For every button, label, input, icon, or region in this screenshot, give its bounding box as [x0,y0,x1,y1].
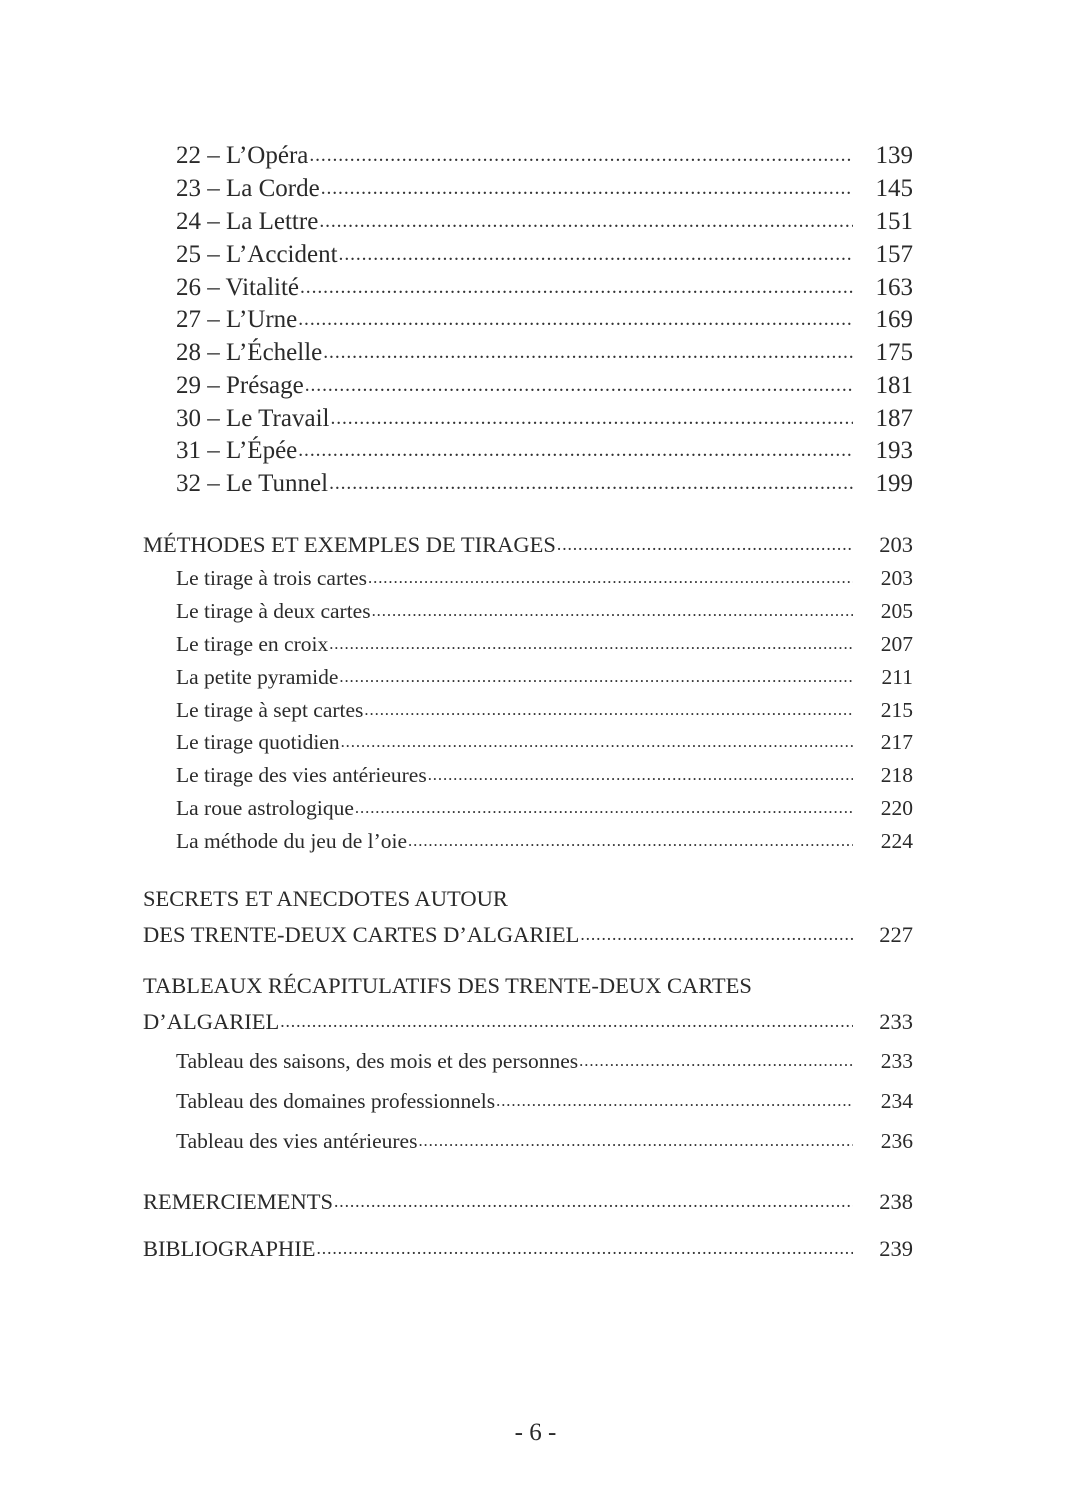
toc-entry [176,662,913,690]
toc-entry [176,466,913,498]
dot-leader [340,727,853,749]
section-title: REMERCIEMENTS [143,1188,334,1214]
entry-label: Le tirage en croix [176,631,329,656]
entry-page: 233 [880,1048,913,1073]
dot-leader [304,368,853,393]
entry-page: 151 [875,208,913,235]
toc-entry [176,826,913,854]
toc-section-tableaux [143,1006,913,1035]
entry-page: 238 [879,1188,913,1214]
entry-label: Le tirage à sept cartes [176,697,364,722]
dot-leader [338,662,853,684]
entry-label: 30 – Le Travail [176,405,330,432]
entry-page: 199 [875,470,913,497]
section-title: DES TRENTE-DEUX CARTES D’ALGARIEL [143,921,580,947]
toc-section-bibliographie [143,1233,913,1262]
entry-page: 145 [875,175,913,202]
entry-label: 24 – La Lettre [176,208,319,235]
entry-page: 205 [880,598,913,623]
entry-label: 26 – Vitalité [176,274,300,301]
entry-label: 28 – L’Échelle [176,339,323,366]
toc-entry [176,1126,913,1154]
toc-section-methodes [143,529,913,558]
dot-leader [297,433,853,458]
section-title: BIBLIOGRAPHIE [143,1235,316,1261]
dot-leader [407,826,853,848]
entry-page: 239 [879,1235,913,1261]
dot-leader [297,302,853,327]
entry-page: 163 [875,274,913,301]
entry-label: La méthode du jeu de l’oie [176,828,408,853]
dot-leader [579,919,853,942]
entry-page: 236 [880,1128,913,1153]
entry-page: 203 [879,531,913,557]
dot-leader [316,1233,854,1256]
entry-page: 187 [875,405,913,432]
toc-entry [176,335,913,367]
entry-label: 29 – Présage [176,372,304,399]
entry-page: 139 [875,142,913,169]
section-title: MÉTHODES ET EXEMPLES DE TIRAGES [143,531,556,557]
dot-leader [427,760,853,782]
toc-entry [176,1086,913,1114]
page-number: - 6 - [514,1419,557,1446]
entry-page: 217 [880,729,913,754]
entry-page: 169 [875,306,913,333]
entry-label: Tableau des vies antérieures [176,1128,418,1153]
dot-leader [367,563,853,585]
entry-label: 22 – L’Opéra [176,142,309,169]
section-title: SECRETS ET ANECDOTES AUTOUR [143,886,508,911]
dot-leader [328,629,853,651]
entry-page: 224 [880,828,913,853]
dot-leader [578,1046,853,1068]
toc-entry [176,237,913,269]
entry-label: 23 – La Corde [176,175,320,202]
entry-label: La petite pyramide [176,664,339,689]
dot-leader [371,596,853,618]
entry-page: 215 [880,697,913,722]
dot-leader [279,1006,853,1029]
toc-entry [176,563,913,591]
toc-entry [176,433,913,465]
toc-entry [176,760,913,788]
dot-leader [495,1086,853,1108]
section-title: TABLEAUX RÉCAPITULATIFS DES TRENTE-DEUX CARTES [143,973,752,998]
section-title: D’ALGARIEL [143,1008,280,1034]
toc-entry [176,695,913,723]
toc-entry [176,138,913,170]
entry-label: Le tirage quotidien [176,729,340,754]
dot-leader [363,695,853,717]
toc-entry [176,793,913,821]
toc-entry [176,1046,913,1074]
entry-page: 181 [875,372,913,399]
entry-label: 32 – Le Tunnel [176,470,329,497]
dot-leader [308,138,853,163]
entry-page: 233 [879,1008,913,1034]
toc-entry [176,596,913,624]
dot-leader [338,237,853,262]
toc-entry [176,368,913,400]
entry-page: 193 [875,437,913,464]
entry-page: 207 [880,631,913,656]
entry-page: 211 [881,664,913,689]
dot-leader [318,204,853,229]
toc-entry [176,171,913,203]
entry-label: Tableau des saisons, des mois et des personnes [176,1048,579,1073]
toc-entry [176,204,913,236]
entry-page: 203 [880,565,913,590]
entry-label: La roue astrologique [176,795,354,820]
entry-page: 157 [875,241,913,268]
toc-section-remerciements [143,1186,913,1215]
entry-label: Le tirage à deux cartes [176,598,371,623]
entry-label: 31 – L’Épée [176,437,298,464]
dot-leader [417,1126,853,1148]
dot-leader [322,335,853,360]
dot-leader [354,793,853,815]
dot-leader [333,1186,853,1209]
entry-page: 218 [880,762,913,787]
entry-label: Le tirage à trois cartes [176,565,368,590]
entry-label: 25 – L’Accident [176,241,338,268]
dot-leader [329,401,853,426]
entry-label: Le tirage des vies antérieures [176,762,427,787]
dot-leader [299,270,853,295]
entry-page: 227 [879,921,913,947]
toc-entry [176,727,913,755]
entry-page: 234 [880,1088,913,1113]
dot-leader [556,529,853,552]
toc-entry [176,270,913,302]
entry-label: 27 – L’Urne [176,306,298,333]
toc-entry [176,302,913,334]
toc-entry [176,401,913,433]
entry-page: 220 [880,795,913,820]
dot-leader [328,466,853,491]
toc-section-secrets [143,919,913,948]
entry-page: 175 [875,339,913,366]
dot-leader [320,171,853,196]
toc-entry [176,629,913,657]
entry-label: Tableau des domaines professionnels [176,1088,496,1113]
